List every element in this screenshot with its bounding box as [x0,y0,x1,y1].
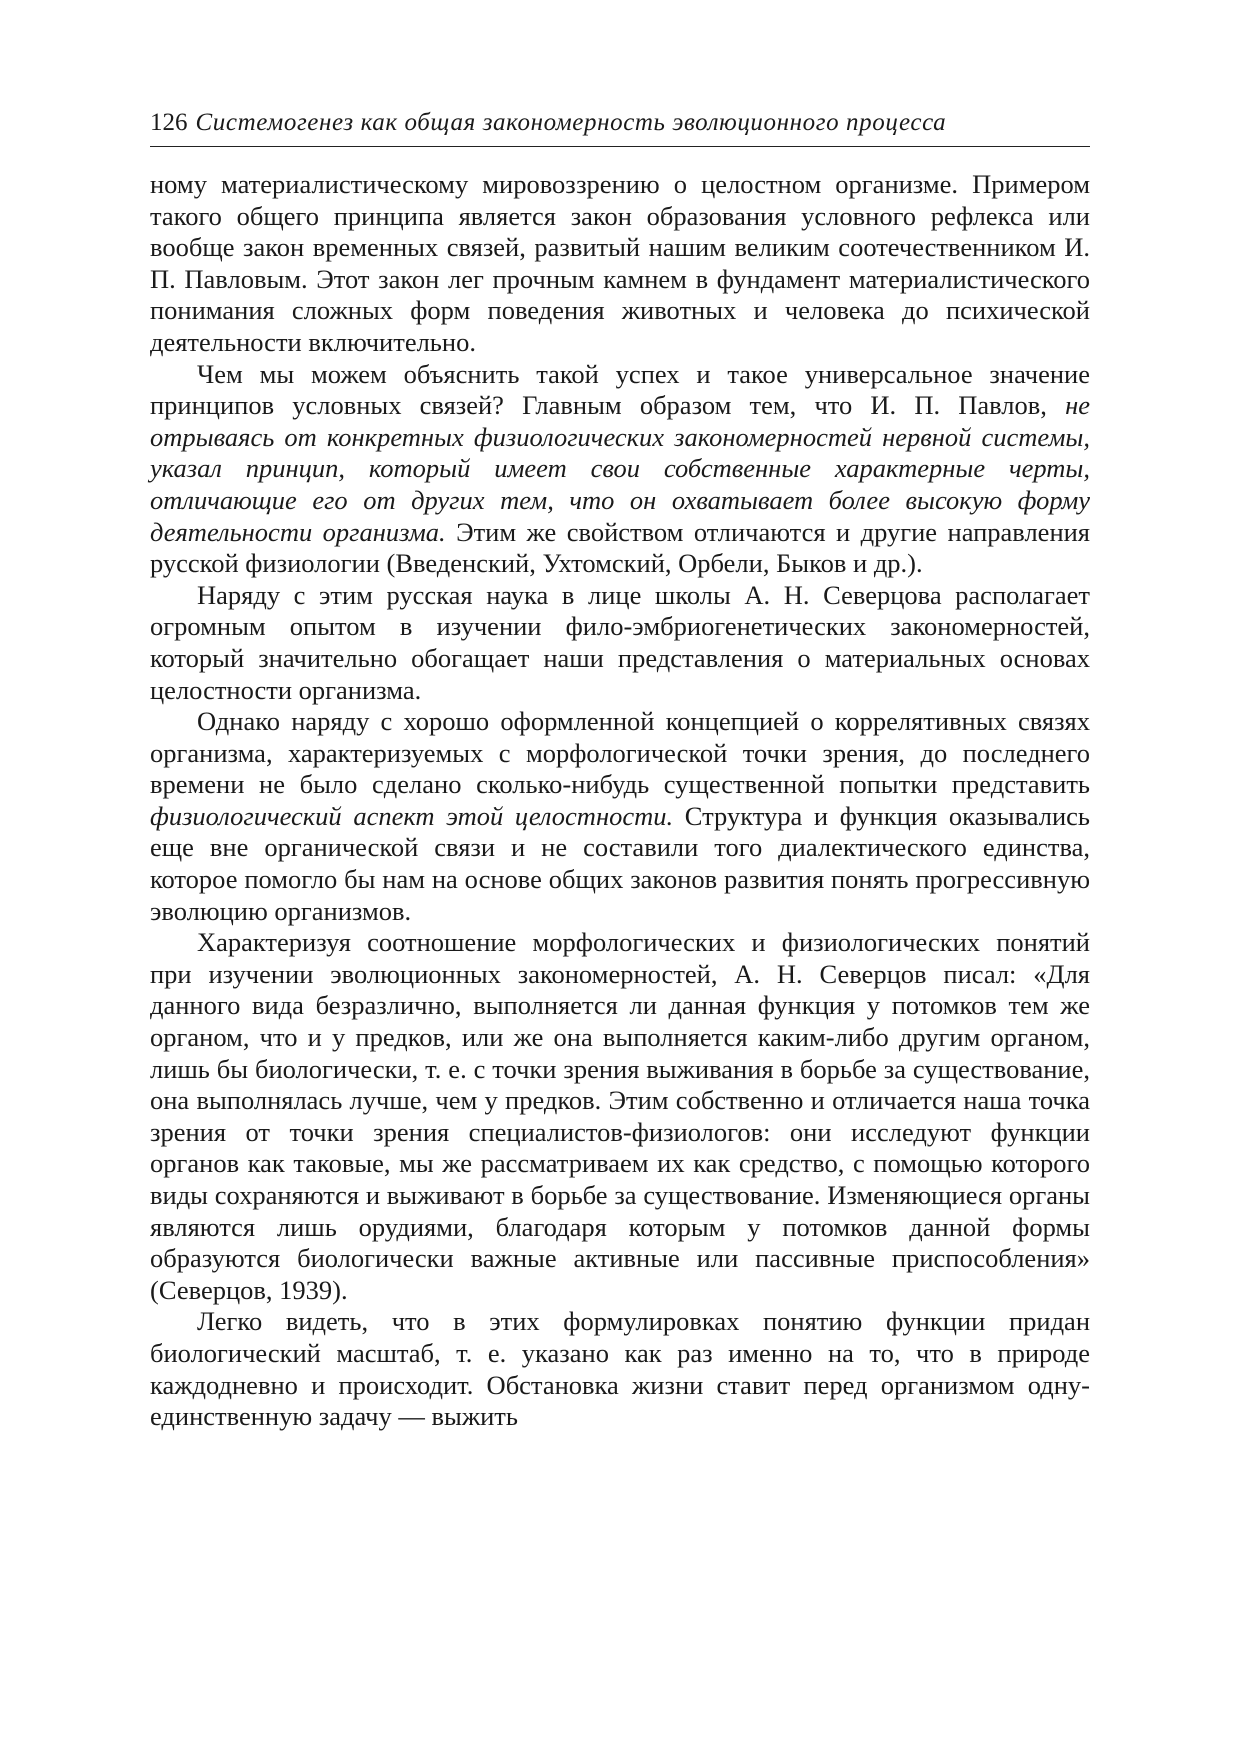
paragraph [150,580,1090,706]
book-page [150,108,1090,1433]
body-text [150,169,1090,1433]
paragraph [150,706,1090,927]
text-run: Легко видеть, что в этих формулировках понятию функции придан биологический масштаб, т. е. указано как раз именно на то, что в природе каждодневно и происходит. Обстановка жизни ставит перед организмом одну-единственную задачу — выжить [150,1306,1090,1432]
text-run: Этим же свойством отличаются и другие направления русской физиологии (Введенский, Ухтомский, Орбели, Быков и др.). [150,516,1090,579]
paragraph [150,169,1090,359]
text-run: Структура и функция оказывались еще вне органической связи и не составили того диалектического единства, которое помогло бы нам на основе общих законов развития понять прогрессивную эволюцию организмов. [150,800,1090,926]
paragraph [150,359,1090,580]
text-run: Чем мы можем объяснить такой успех и такое универсальное значение принципов условных связей? Главным образом тем, что И. П. Павлов, [150,358,1090,421]
text-run: Наряду с этим русская наука в лице школы А. Н. Северцова располагает огромным опытом в изучении фило-эмбриогенетических закономерностей, который значительно обогащает наши представления о материальных основах целостности организма. [150,579,1090,705]
italic-text-run: физиологический аспект этой целостности. [150,800,674,831]
paragraph [150,927,1090,1306]
running-header [150,108,1090,147]
text-run: Однако наряду с хорошо оформленной концепцией о коррелятивных связях организма, характеризуемых с морфологической точки зрения, до последнего времени не было сделано сколько-нибудь существенной попытки представить [150,706,1090,800]
text-run: ному материалистическому мировоззрению о целостном организме. Примером такого общего принципа является закон образования условного рефлекса или вообще закон временных связей, развитый нашим великим соотечественником И. П. Павловым. Этот закон лег прочным камнем в фундамент материалистического понимания сложных форм поведения животных и человека до психической деятельности включительно. [150,169,1090,357]
page-number: 126 [150,109,188,136]
paragraph [150,1306,1090,1432]
chapter-title: Системогенез как общая закономерность эволюционного процесса [195,109,947,136]
text-run: Характеризуя соотношение морфологических и физиологических понятий при изучении эволюционных закономерностей, А. Н. Северцов писал: «Для данного вида безразлично, выполняется ли данная функция у потомков тем же органом, что и у предков, или же она выполняется каким-либо другим органом, лишь бы биологически, т. е. с точки зрения выживания в борьбе за существование, она выполнялась лучше, чем у предков. Этим собственно и отличается наша точка зрения от точки зрения специалистов-физиологов: они исследуют функции органов как таковые, мы же рассматриваем их как средство, с помощью которого виды сохраняются и выживают в борьбе за существование. Изменяющиеся органы являются лишь орудиями, благодаря которым у потомков данной формы образуются биологически важные активные или пассивные приспособления» (Северцов, 1939). [150,927,1090,1305]
italic-text-run: не отрываясь от конкретных физиологических закономерностей нервной системы, указал принцип, который имеет свои собственные характерные черты, отличающие его от других тем, что он охватывает более высокую форму деятельности организма. [150,390,1090,547]
